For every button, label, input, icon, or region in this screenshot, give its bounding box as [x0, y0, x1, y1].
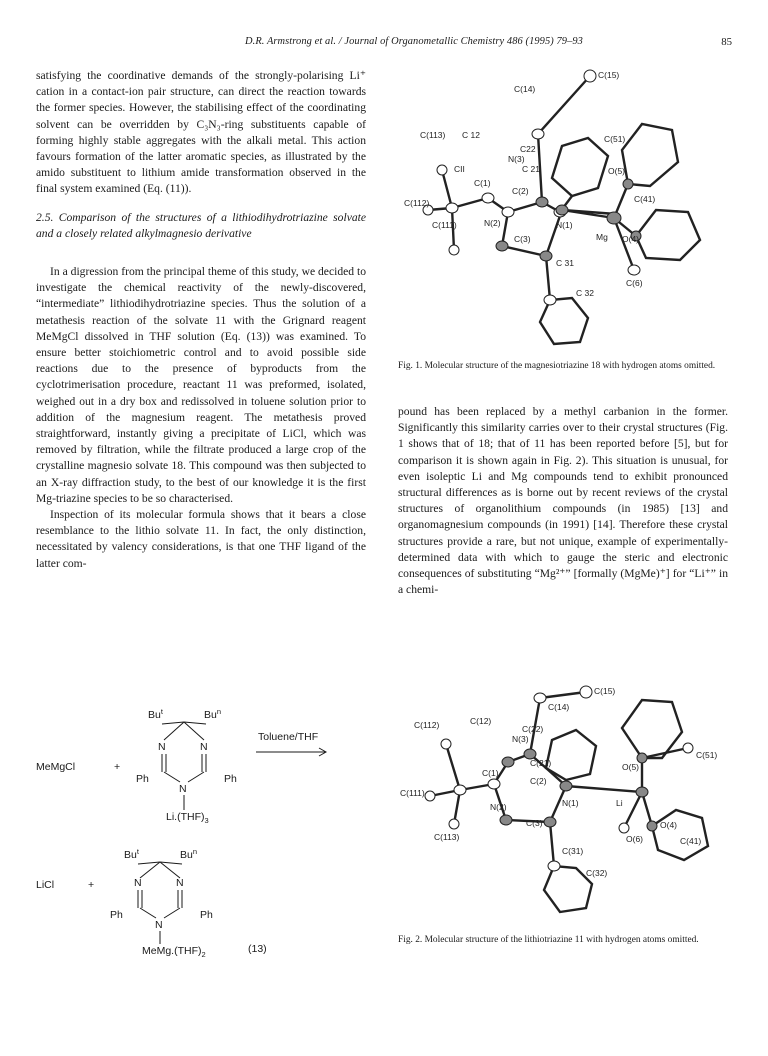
atom-label: C(41)	[680, 836, 702, 846]
arrow-label: Toluene/THF	[258, 731, 319, 743]
atom-label: C(111)	[432, 220, 457, 230]
page-number: 85	[721, 36, 732, 48]
n-butyl-label: Bu$^n$	[180, 847, 198, 861]
journal-citation: D.R. Armstrong et al. / Journal of Organometallic Chemistry 486 (1995) 79–93	[245, 36, 583, 47]
paragraph: satisfying the coordinative demands of the strongly-polarising Li⁺ cation in a contact-ion pair structure, can direct the reaction towards the former species. However, the stabilising effect of the coordinating solvent can be overridden by C₃N₃-ring substituents capable of forming highly stable aggregates with the alkali metal. This action favours formation of the latter aromatic species, as illustrated by the amido substituent to lithium amide transformation observed in the final system examined (Eq. (11)).	[36, 69, 366, 196]
ring-nitrogen: N	[134, 877, 142, 889]
atom-label: C 32	[576, 288, 594, 298]
atom-label: C(111)	[400, 788, 425, 798]
paragraph: Inspection of its molecular formula shows that it bears a close resemblance to the lithio solvate 11. In fact, the only distinction, necessitated by valency considerations, is that one THF ligand of the latter com-	[36, 508, 366, 570]
atom-label: C(113)	[434, 832, 460, 842]
atom-label: O(4)	[660, 820, 677, 830]
right-column	[398, 404, 728, 598]
atom-label: C(6)	[626, 278, 643, 288]
atom-label: C(15)	[598, 70, 620, 80]
atom-label: C(2)	[530, 776, 547, 786]
atom-label: Mg	[596, 232, 608, 242]
left-column	[36, 68, 366, 572]
equation-number: (13)	[248, 943, 267, 955]
atom-label: CII	[454, 164, 465, 174]
plus-sign: +	[88, 879, 95, 891]
atom-label: C(31)	[562, 846, 584, 856]
atom-label: C(41)	[634, 194, 656, 204]
atom-label: C(12)	[470, 716, 492, 726]
section-heading: 2.5. Comparison of the structures of a lithiodihydrotriazine solvate and a closely related alkylmagnesio derivative	[36, 210, 366, 240]
tert-butyl-label: Bu$^t$	[124, 847, 139, 861]
atom-label: C(3)	[514, 234, 531, 244]
atom-label: O(5)	[608, 166, 625, 176]
atom-label: C(21)	[530, 758, 552, 768]
paragraph: In a digression from the principal theme of this study, we decided to investigate the chemical reactivity of the newly-discovered, “intermediate” lithiodihydrotriazine species. Thus the solution of a metathesis reaction of the solvate 11 with the Grignard reagent MeMgCl dissolved in THF solution (Eq. (13)) was examined. To ensure better stoichiometric control and to avoid possible side reactions due to the presence of byproducts from the cyclotrimerisation procedure, reactant 11 was preformed, isolated, weighed out in a dry box and redissolved in toluene solution prior to addition of the magnesium reagent. The metathesis proved straightforward, instantly giving a precipitate of LiCl, which was removed by filtration, while the filtrate produced a large crop of the crystalline magnesio solvate 18. This compound was then subjected to an X-ray diffraction study, to the best of our knowledge it is the first Mg-triazine species to be so characterised.	[36, 265, 366, 505]
phenyl-label: Ph	[110, 909, 123, 921]
plus-sign: +	[114, 761, 121, 773]
atom-label: C(1)	[482, 768, 499, 778]
ring-nitrogen: N	[158, 741, 166, 753]
atom-label: C(2)	[512, 186, 529, 196]
ring-nitrogen: N	[155, 919, 163, 931]
figure-1-ortep-diagram	[390, 60, 730, 352]
reaction-scheme-eq13	[36, 700, 376, 960]
atom-label: N(1)	[562, 798, 579, 808]
atom-label: C(1)	[474, 178, 491, 188]
atom-label: C 21	[522, 164, 540, 174]
atom-label: O(5)	[622, 762, 639, 772]
atom-label: C(32)	[586, 868, 608, 878]
atom-label: N(2)	[484, 218, 501, 228]
atom-label: C(112)	[404, 198, 430, 208]
product-licl: LiCl	[36, 879, 55, 891]
atom-label: N(2)	[490, 802, 507, 812]
atom-label: C22	[520, 144, 536, 154]
n-butyl-label: Bu$^n$	[204, 707, 222, 721]
reactant-memgcl: MeMgCl	[36, 761, 76, 773]
figure-2-ortep-diagram	[390, 680, 730, 925]
running-header	[36, 36, 732, 52]
atom-label: C 12	[462, 130, 480, 140]
ring-nitrogen: N	[176, 877, 184, 889]
atom-label: C(15)	[594, 686, 616, 696]
atom-label: C(22)	[522, 724, 544, 734]
phenyl-label: Ph	[200, 909, 213, 921]
phenyl-label: Ph	[224, 773, 237, 785]
phenyl-label: Ph	[136, 773, 149, 785]
atom-label: C(14)	[514, 84, 536, 94]
atom-label: N(1)	[556, 220, 573, 230]
atom-label: C(112)	[414, 720, 440, 730]
atom-label: C(3)	[526, 818, 543, 828]
atom-label: C(14)	[548, 702, 570, 712]
tert-butyl-label: Bu$^t$	[148, 707, 163, 721]
mgme-thf-label: $MeMg.(THF)_2$	[142, 945, 206, 959]
ring-nitrogen: N	[179, 783, 187, 795]
atom-label: Li	[616, 798, 623, 808]
figure-1-caption: Fig. 1. Molecular structure of the magnesiotriazine 18 with hydrogen atoms omitted.	[398, 361, 716, 371]
atom-label: C(51)	[696, 750, 718, 760]
atom-label: C(113)	[420, 130, 446, 140]
atom-label: O(6)	[626, 834, 643, 844]
atom-label: C 31	[556, 258, 574, 268]
atom-label: O(4)	[622, 234, 639, 244]
atom-label: N(3)	[512, 734, 529, 744]
figure-2-caption: Fig. 2. Molecular structure of the lithiotriazine 11 with hydrogen atoms omitted.	[398, 935, 699, 945]
ring-nitrogen: N	[200, 741, 208, 753]
paragraph: pound has been replaced by a methyl carbanion in the former. Significantly this similarity carries over to their crystal structures (Fig. 1 shows that of 18; that of 11 has been reported before [5], but for comparison it is shown again in Fig. 2). This situation is unusual, for even isoleptic Li and Mg compounds tend to exhibit pronounced structural differences as is borne out by recent reviews of the crystal structures of organolithium compounds (in 1985) [13] and organomagnesium compounds (in 1991) [14]. Therefore these crystal structures provide a rare, but not unique, example of experimentally-determined data with which to gauge the steric and electronic consequences of substituting “Mg²⁺” [formally (MgMe)⁺] for “Li⁺” in a chemi-	[398, 405, 728, 597]
atom-label: N(3)	[508, 154, 525, 164]
atom-label: C(51)	[604, 134, 626, 144]
li-thf-label: $Li.(THF)_3$	[166, 811, 209, 825]
